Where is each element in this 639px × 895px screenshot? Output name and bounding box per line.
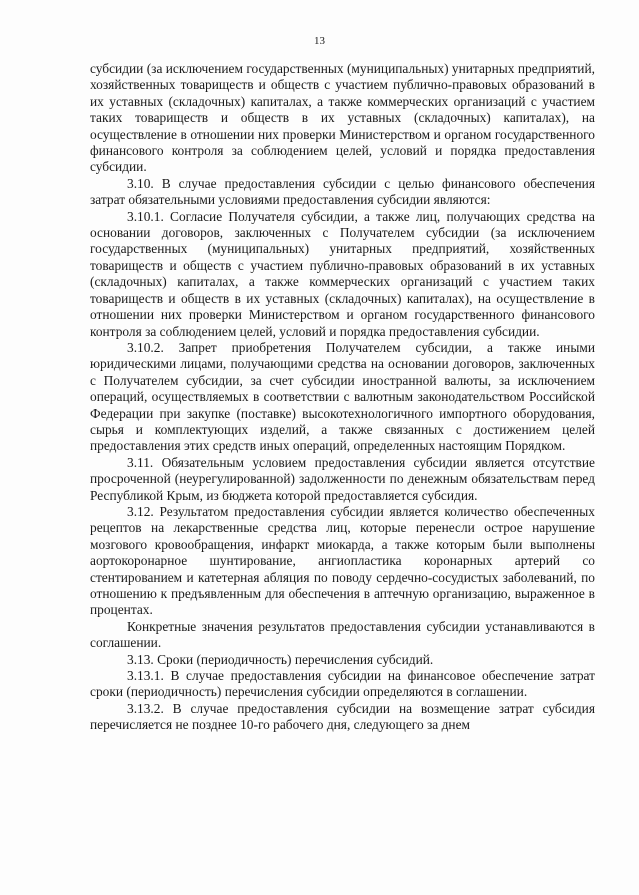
document-body — [90, 61, 595, 734]
paragraph-3-10: 3.10. В случае предоставления субсидии с целью финансового обеспечения затрат обязательными условиями предоставления субсидии являются: — [90, 175, 595, 208]
paragraph-3-13: 3.13. Сроки (периодичность) перечисления субсидий. — [127, 651, 434, 667]
paragraph-3-11: 3.11. Обязательным условием предоставления субсидии является отсутствие просроченной (неурегулированной) задолженности по денежным обязательствам перед Республикой Крым, из бюджета которой предоставляется субсидия. — [90, 454, 595, 503]
paragraph-3-13-1: 3.13.1. В случае предоставления субсидии на финансовое обеспечение затрат сроки (периодичность) перечисления субсидии определяются в соглашении. — [90, 668, 595, 700]
paragraph-3-13-2: 3.13.2. В случае предоставления субсидии на возмещение затрат субсидия перечисляется не позднее 10-го рабочего дня, следующего за днем — [90, 700, 595, 733]
paragraph-3-10-1: 3.10.1. Согласие Получателя субсидии, а также лиц, получающих средства на основании договоров, заключенных с Получателем субсидии (за исключением государственных (муниципальных) унитарных предприятий, хозяйственных товариществ и обществ с участием публично-правовых образований в их уставных (складочных) капиталах, а также коммерческих организаций с участием таких товариществ и обществ в их уставных (складочных) капиталах), на осуществление в отношении них проверки Министерством и органом государственного финансового контроля за соблюдением целей, условий и порядка предоставления субсидии. — [90, 208, 595, 339]
paragraph-3-12: 3.12. Результатом предоставления субсидии является количество обеспеченных рецептов на лекарственные средства лиц, которые перенесли острое нарушение мозгового кровообращения, инфаркт миокарда, а также которым были выполнены аортокоронарное шунтирование, ангиопластика коронарных артерий со стентированием и катетерная абляция по поводу сердечно-сосудистых заболеваний, по отношению к предъявленным для обеспечения в аптечную организацию, выраженное в процентах. — [90, 503, 595, 618]
paragraph-3-10-2: 3.10.2. Запрет приобретения Получателем субсидии, а также иными юридическими лицами, получающими средства на основании договоров, заключенных с Получателем субсидии, за счет субсидии иностранной валюты, за исключением операций, осуществляемых в соответствии с валютным законодательством Российской Федерации при закупке (поставке) высокотехнологичного импортного оборудования, сырья и комплектующих изделий, а также связанных с достижением целей предоставления этих средств иных операций, определенных настоящим Порядком. — [90, 339, 595, 454]
page-number: 13 — [314, 35, 325, 47]
paragraph-subsidy-exclusions: субсидии (за исключением государственных (муниципальных) унитарных предприятий, хозяйственных товариществ и обществ с участием публично-правовых образований в их уставных (складочных) капиталах, а также коммерческих организаций с участием таких товариществ и обществ в их уставных (складочных) капиталах), на осуществление в отношении них проверки Министерством и органом государственного финансового контроля за соблюдением целей, условий и порядка предоставления субсидии. — [90, 61, 595, 175]
paragraph-result-values: Конкретные значения результатов предоставления субсидии устанавливаются в соглашении. — [90, 618, 595, 651]
